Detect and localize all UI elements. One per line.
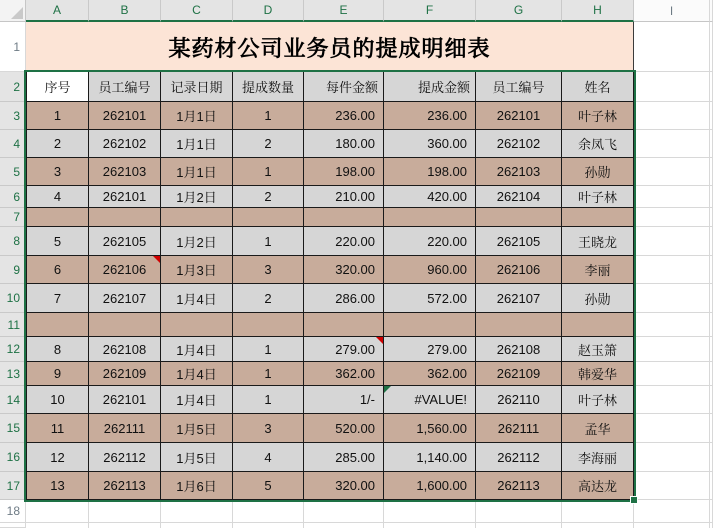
cell-D13[interactable]: 1: [233, 362, 304, 386]
cell-F9[interactable]: 960.00: [384, 256, 476, 284]
cell-I18[interactable]: [634, 500, 710, 523]
cell-A4[interactable]: 2: [26, 130, 89, 158]
cell-A8[interactable]: 5: [26, 227, 89, 256]
cell-F12[interactable]: 279.00: [384, 337, 476, 362]
cell-H14[interactable]: 叶子林: [562, 386, 634, 414]
cell-H10[interactable]: 孙勋: [562, 284, 634, 313]
cell-D9[interactable]: 3: [233, 256, 304, 284]
cell-H9[interactable]: 李丽: [562, 256, 634, 284]
cell-G6[interactable]: 262104: [476, 186, 562, 208]
cell-D18[interactable]: [233, 500, 304, 523]
cell-E10[interactable]: 286.00: [304, 284, 384, 313]
row-header-6[interactable]: 6: [0, 186, 26, 208]
cell-I17[interactable]: [634, 472, 710, 500]
cell-below-grid: [562, 523, 634, 528]
cell-G9[interactable]: 262106: [476, 256, 562, 284]
cell-below-grid: [233, 523, 304, 528]
cell-H15[interactable]: 孟华: [562, 414, 634, 443]
cell-H12[interactable]: 赵玉箫: [562, 337, 634, 362]
cell-below-grid: [476, 523, 562, 528]
cell-H11[interactable]: [562, 313, 634, 337]
cell-B5[interactable]: 262103: [89, 158, 161, 186]
column-header-B[interactable]: B: [89, 0, 161, 22]
row-header-15[interactable]: 15: [0, 414, 26, 443]
cell-A6[interactable]: 4: [26, 186, 89, 208]
cell-D16[interactable]: 4: [233, 443, 304, 472]
cell-F6[interactable]: 420.00: [384, 186, 476, 208]
select-all-triangle-icon: [11, 7, 23, 19]
cell-G10[interactable]: 262107: [476, 284, 562, 313]
comment-indicator-icon: [153, 256, 160, 263]
cell-A18[interactable]: [26, 500, 89, 523]
cell-G8[interactable]: 262105: [476, 227, 562, 256]
cell-F3[interactable]: 236.00: [384, 102, 476, 130]
row-header-1[interactable]: 1: [0, 22, 26, 72]
cell-D4[interactable]: 2: [233, 130, 304, 158]
cell-G15[interactable]: 262111: [476, 414, 562, 443]
cell-C14[interactable]: 1月4日: [161, 386, 233, 414]
cell-H16[interactable]: 李海丽: [562, 443, 634, 472]
column-header-I[interactable]: I: [634, 0, 710, 22]
cell-I10[interactable]: [634, 284, 710, 313]
cell-C2[interactable]: 记录日期: [161, 72, 233, 102]
cell-C12[interactable]: 1月4日: [161, 337, 233, 362]
cell-C17[interactable]: 1月6日: [161, 472, 233, 500]
cell-D11[interactable]: [233, 313, 304, 337]
cell-I13[interactable]: [634, 362, 710, 386]
column-header-F[interactable]: F: [384, 0, 476, 22]
cell-I11[interactable]: [634, 313, 710, 337]
cell-F8[interactable]: 220.00: [384, 227, 476, 256]
cell-A17[interactable]: 13: [26, 472, 89, 500]
cell-H13[interactable]: 韩爱华: [562, 362, 634, 386]
cell-C7[interactable]: [161, 208, 233, 227]
cell-E7[interactable]: [304, 208, 384, 227]
cell-F2[interactable]: 提成金额: [384, 72, 476, 102]
cell-A12[interactable]: 8: [26, 337, 89, 362]
cell-C8[interactable]: 1月2日: [161, 227, 233, 256]
cell-F4[interactable]: 360.00: [384, 130, 476, 158]
cell-G2[interactable]: 员工编号: [476, 72, 562, 102]
row-header-3[interactable]: 3: [0, 102, 26, 130]
cell-D8[interactable]: 1: [233, 227, 304, 256]
cell-F5[interactable]: 198.00: [384, 158, 476, 186]
cell-C11[interactable]: [161, 313, 233, 337]
row-header-spacer: [0, 523, 26, 528]
row-header-18[interactable]: 18: [0, 500, 26, 523]
column-header-D[interactable]: D: [233, 0, 304, 22]
cell-C13[interactable]: 1月4日: [161, 362, 233, 386]
cell-C5[interactable]: 1月1日: [161, 158, 233, 186]
cell-H17[interactable]: 高达龙: [562, 472, 634, 500]
error-indicator-icon: [384, 386, 391, 393]
cell-A14[interactable]: 10: [26, 386, 89, 414]
cell-I5[interactable]: [634, 158, 710, 186]
cell-E8[interactable]: 220.00: [304, 227, 384, 256]
cell-I16[interactable]: [634, 443, 710, 472]
cell-G17[interactable]: 262113: [476, 472, 562, 500]
cell-B10[interactable]: 262107: [89, 284, 161, 313]
cell-C18[interactable]: [161, 500, 233, 523]
cell-E3[interactable]: 236.00: [304, 102, 384, 130]
row-header-12[interactable]: 12: [0, 337, 26, 362]
cell-G18[interactable]: [476, 500, 562, 523]
cell-I3[interactable]: [634, 102, 710, 130]
cell-C3[interactable]: 1月1日: [161, 102, 233, 130]
cell-A7[interactable]: [26, 208, 89, 227]
cell-I7[interactable]: [634, 208, 710, 227]
cell-C9[interactable]: 1月3日: [161, 256, 233, 284]
cell-B17[interactable]: 262113: [89, 472, 161, 500]
row-header-7[interactable]: 7: [0, 208, 26, 227]
row-header-2[interactable]: 2: [0, 72, 26, 102]
column-header-A[interactable]: A: [26, 0, 89, 22]
cell-G13[interactable]: 262109: [476, 362, 562, 386]
cell-H2[interactable]: 姓名: [562, 72, 634, 102]
cell-D5[interactable]: 1: [233, 158, 304, 186]
row-header-5[interactable]: 5: [0, 158, 26, 186]
cell-C4[interactable]: 1月1日: [161, 130, 233, 158]
cell-D12[interactable]: 1: [233, 337, 304, 362]
cell-G11[interactable]: [476, 313, 562, 337]
cell-B6[interactable]: 262101: [89, 186, 161, 208]
cell-I14[interactable]: [634, 386, 710, 414]
cell-I6[interactable]: [634, 186, 710, 208]
cell-I2[interactable]: [634, 72, 710, 102]
row-header-14[interactable]: 14: [0, 386, 26, 414]
row-header-9[interactable]: 9: [0, 256, 26, 284]
cell-below-grid: [161, 523, 233, 528]
cell-E18[interactable]: [304, 500, 384, 523]
cell-A16[interactable]: 12: [26, 443, 89, 472]
cell-I12[interactable]: [634, 337, 710, 362]
cell-F10[interactable]: 572.00: [384, 284, 476, 313]
row-header-4[interactable]: 4: [0, 130, 26, 158]
cell-B9[interactable]: 262106: [89, 256, 161, 284]
cell-I8[interactable]: [634, 227, 710, 256]
cell-B2[interactable]: 员工编号: [89, 72, 161, 102]
cell-below-grid: [634, 523, 710, 528]
cell-B15[interactable]: 262111: [89, 414, 161, 443]
cell-E13[interactable]: 362.00: [304, 362, 384, 386]
cell-H6[interactable]: 叶子林: [562, 186, 634, 208]
column-header-H[interactable]: H: [562, 0, 634, 22]
fill-handle[interactable]: [630, 496, 638, 504]
cell-D17[interactable]: 5: [233, 472, 304, 500]
cell-E11[interactable]: [304, 313, 384, 337]
cell-H18[interactable]: [562, 500, 634, 523]
row-header-11[interactable]: 11: [0, 313, 26, 337]
cell-B12[interactable]: 262108: [89, 337, 161, 362]
cell-below-grid: [304, 523, 384, 528]
cell-F14[interactable]: #VALUE!: [384, 386, 476, 414]
cell-E14[interactable]: 1/-: [304, 386, 384, 414]
cell-E2[interactable]: 每件金额: [304, 72, 384, 102]
cell-B7[interactable]: [89, 208, 161, 227]
cell-A5[interactable]: 3: [26, 158, 89, 186]
cell-E4[interactable]: 180.00: [304, 130, 384, 158]
cell-C15[interactable]: 1月5日: [161, 414, 233, 443]
row-header-13[interactable]: 13: [0, 362, 26, 386]
cell-G7[interactable]: [476, 208, 562, 227]
cell-D14[interactable]: 1: [233, 386, 304, 414]
cell-below-grid: [26, 523, 89, 528]
cell-E15[interactable]: 520.00: [304, 414, 384, 443]
cell-G16[interactable]: 262112: [476, 443, 562, 472]
cell-B18[interactable]: [89, 500, 161, 523]
cell-B11[interactable]: [89, 313, 161, 337]
cell-below-grid: [89, 523, 161, 528]
cell-H7[interactable]: [562, 208, 634, 227]
cell-B13[interactable]: 262109: [89, 362, 161, 386]
cell-I1[interactable]: [634, 22, 710, 72]
row-header-17[interactable]: 17: [0, 472, 26, 500]
cell-E9[interactable]: 320.00: [304, 256, 384, 284]
cell-D6[interactable]: 2: [233, 186, 304, 208]
cell-F16[interactable]: 1,140.00: [384, 443, 476, 472]
cell-F13[interactable]: 362.00: [384, 362, 476, 386]
cell-G3[interactable]: 262101: [476, 102, 562, 130]
cell-H8[interactable]: 王晓龙: [562, 227, 634, 256]
cell-H4[interactable]: 余凤飞: [562, 130, 634, 158]
cell-F17[interactable]: 1,600.00: [384, 472, 476, 500]
cell-B14[interactable]: 262101: [89, 386, 161, 414]
cell-E6[interactable]: 210.00: [304, 186, 384, 208]
cell-B4[interactable]: 262102: [89, 130, 161, 158]
cell-C6[interactable]: 1月2日: [161, 186, 233, 208]
cell-below-grid: [384, 523, 476, 528]
cell-H3[interactable]: 叶子林: [562, 102, 634, 130]
cell-B3[interactable]: 262101: [89, 102, 161, 130]
cell-B16[interactable]: 262112: [89, 443, 161, 472]
column-header-G[interactable]: G: [476, 0, 562, 22]
column-header-E[interactable]: E: [304, 0, 384, 22]
cell-F15[interactable]: 1,560.00: [384, 414, 476, 443]
comment-indicator-icon: [376, 337, 383, 344]
cell-G14[interactable]: 262110: [476, 386, 562, 414]
cell-H5[interactable]: 孙勋: [562, 158, 634, 186]
cell-C10[interactable]: 1月4日: [161, 284, 233, 313]
cell-C16[interactable]: 1月5日: [161, 443, 233, 472]
cell-E17[interactable]: 320.00: [304, 472, 384, 500]
cell-G5[interactable]: 262103: [476, 158, 562, 186]
cell-D10[interactable]: 2: [233, 284, 304, 313]
cell-E5[interactable]: 198.00: [304, 158, 384, 186]
cell-I4[interactable]: [634, 130, 710, 158]
cell-F18[interactable]: [384, 500, 476, 523]
title-cell[interactable]: 某药材公司业务员的提成明细表: [26, 22, 634, 72]
row-header-8[interactable]: 8: [0, 227, 26, 256]
cell-E16[interactable]: 285.00: [304, 443, 384, 472]
cell-E12[interactable]: 279.00: [304, 337, 384, 362]
cell-D3[interactable]: 1: [233, 102, 304, 130]
cell-D7[interactable]: [233, 208, 304, 227]
cell-F11[interactable]: [384, 313, 476, 337]
cell-A2[interactable]: 序号: [26, 72, 89, 102]
cell-I9[interactable]: [634, 256, 710, 284]
cell-A3[interactable]: 1: [26, 102, 89, 130]
cell-B8[interactable]: 262105: [89, 227, 161, 256]
cell-A9[interactable]: 6: [26, 256, 89, 284]
cell-D15[interactable]: 3: [233, 414, 304, 443]
cell-I15[interactable]: [634, 414, 710, 443]
cell-F7[interactable]: [384, 208, 476, 227]
cell-A11[interactable]: [26, 313, 89, 337]
cell-D2[interactable]: 提成数量: [233, 72, 304, 102]
cell-G4[interactable]: 262102: [476, 130, 562, 158]
cell-G12[interactable]: 262108: [476, 337, 562, 362]
row-header-10[interactable]: 10: [0, 284, 26, 313]
select-all-corner[interactable]: [0, 0, 26, 22]
cell-A10[interactable]: 7: [26, 284, 89, 313]
cell-A13[interactable]: 9: [26, 362, 89, 386]
column-header-C[interactable]: C: [161, 0, 233, 22]
cell-A15[interactable]: 11: [26, 414, 89, 443]
row-header-16[interactable]: 16: [0, 443, 26, 472]
